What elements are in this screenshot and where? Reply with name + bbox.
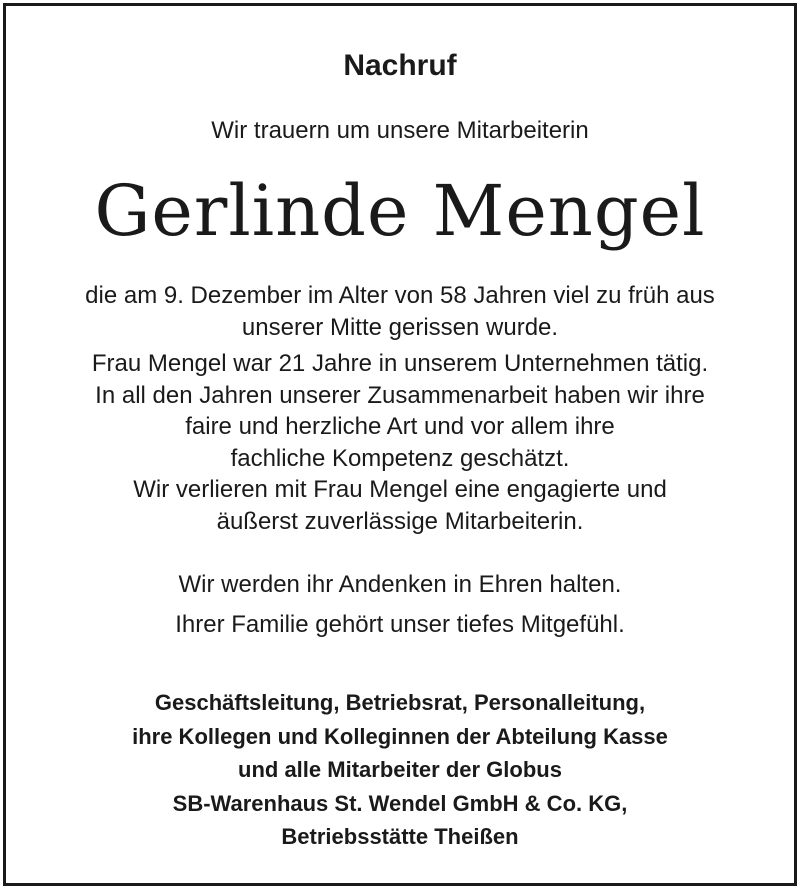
tribute-paragraph [6, 348, 794, 537]
obituary-frame [3, 3, 797, 886]
paragraph-line: fachliche Kompetenz geschätzt. [230, 444, 570, 472]
paragraph-line: In all den Jahren unserer Zusammenarbeit haben wir ihre [95, 381, 705, 409]
obituary-heading: Nachruf [343, 49, 457, 82]
signers-block [6, 686, 794, 854]
paragraph-line: faire und herzliche Art und vor allem ihre [185, 413, 615, 440]
paragraph-line: Frau Mengel war 21 Jahre in unserem Unternehmen tätig. [91, 350, 709, 377]
intro-line: Wir trauern um unsere Mitarbeiterin [211, 117, 589, 144]
signer-line: und alle Mitarbeiter der Globus [238, 757, 562, 782]
remembrance-line: Wir werden ihr Andenken in Ehren halten. [178, 571, 622, 598]
paragraph-line: unserer Mitte gerissen wurde. [241, 313, 559, 341]
paragraph-line: die am 9. Dezember im Alter von 58 Jahren viel zu früh aus [85, 282, 715, 309]
signer-line: ihre Kollegen und Kolleginnen der Abteilung Kasse [132, 723, 668, 749]
signer-line: Geschäftsleitung, Betriebsrat, Personalleitung, [154, 690, 646, 715]
paragraph-line: Wir verlieren mit Frau Mengel eine engagierte und [133, 476, 667, 503]
paragraph-line: äußerst zuverlässige Mitarbeiterin. [216, 507, 584, 535]
death-notice-paragraph [6, 280, 794, 343]
deceased-name: Gerlinde Mengel [94, 170, 706, 252]
condolence-line: Ihrer Familie gehört unser tiefes Mitgefühl. [175, 611, 625, 638]
signer-line: SB-Warenhaus St. Wendel GmbH & Co. KG, [172, 790, 628, 816]
signer-line: Betriebsstätte Theißen [281, 824, 519, 849]
